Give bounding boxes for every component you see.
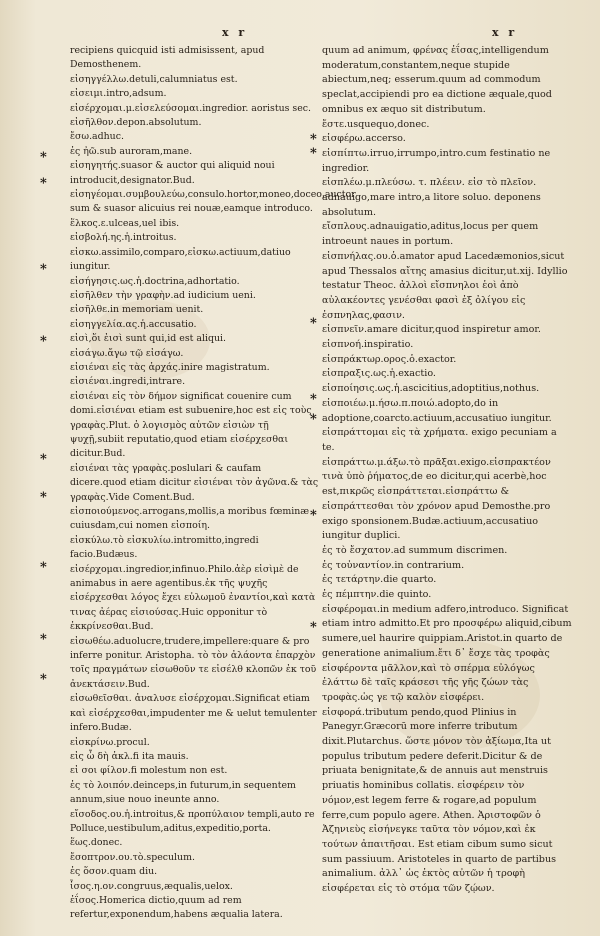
margin-asterisk: * [310, 620, 317, 635]
lexicon-entry: εἰσέρχομαι.μ.εἰσελεύσομαι.ingredior. aoristus sec. εἰσῆλθον.depon.absolutum. [70, 102, 312, 129]
lexicon-entry: εἰσκρίνω.procul. [70, 736, 150, 748]
lexicon-entry: εἰσποιέω.μ.ήσω.π.ποιώ.adopto,do in adoptione,coarcto.actiuum,accusatiuo iungitur. [322, 397, 552, 424]
right-column [322, 44, 572, 897]
lexicon-entry: εἴσοδος.ου.ἡ.introitus,& προπύλαιον templi,auto re Polluce,uestibulum,aditus,expeditio,porta. [70, 808, 315, 834]
folio-number-left: x r [222, 26, 248, 39]
lexicon-entry: ἔσοπτρον.ου.τὸ.speculum. [70, 851, 195, 863]
lexicon-entry: εἰσῆλθεν τὴν γραφὴν.ad iudicium ueni. [70, 289, 256, 301]
margin-asterisk: * [310, 146, 317, 161]
lexicon-entry: ἕλκος.ε.ulceas,uel ibis. [70, 217, 180, 229]
lexicon-entry: εἰ σοι φίλον.fi molestum non est. [70, 765, 228, 777]
lexicon-entry: εἰσποίησις.ως.ἡ.ascicitius,adoptitius,nothus. [322, 383, 540, 395]
lexicon-entry: εἰσειμι.intro,adsum. [70, 88, 167, 100]
lexicon-entry: ἐΐσος.Homerica dictio,quum ad rem refertur,exponendum,habens æqualia latera. [70, 894, 283, 921]
lexicon-entry: ἕως.donec. [70, 837, 123, 849]
lexicon-entry: εἰσὶ,ὅι ἐισὶ sunt qui,id est aliqui. [70, 333, 226, 345]
margin-asterisk: * [40, 176, 47, 191]
lexicon-entry: εἰσπνεῖν.amare dicitur,quod inspiretur amor. [322, 324, 541, 336]
lexicon-entry: εἰσηγγελία.ας.ἡ.accusatio. [70, 318, 197, 330]
lexicon-entry: ἐς πέμπτην.die quinto. [322, 589, 432, 601]
lexicon-entry: εἰσπραξις.ως.ἡ.exactio. [322, 368, 436, 380]
margin-asterisk: * [310, 316, 317, 331]
lexicon-entry: ἔσω.adhuc. [70, 131, 124, 143]
lexicon-entry: ἐς ἠῶ.sub auroram,mane. [70, 145, 193, 157]
lexicon-entry: εἰσηγέομαι.συμβουλεύω,consulo.hortor,moneo,doceo,auctor sum & suasor alicuius rei nouæ,eamque introduco. [70, 189, 356, 215]
lexicon-entry: εἰσποιούμενος.arrogans,mollis,a moribus fœminæ cuiusdam,cui nomen εἰσποίη. [70, 506, 310, 532]
lexicon-entry: εἰσφέρομαι.in medium adfero,introduco. Significat etiam intro admitto.Et pro προσφέρω aliquid,cibum sumere,uel haurire quippiam.Aristot.in quarto de generatione animalium.ἔτι δ᾽ ἔσχε τὰς τροφὰς εἰσφέροντα μᾶλλον,καὶ τὸ σπέρμα εὐλόγως ἐλάττω δὲ ταῖς κράσεσι τῆς γῆς ζώων τὰς τροφὰς.ὡς γε τῷ καλὸν εἰσφέρει. [322, 603, 572, 703]
lexicon-entry: εἰς ὦ δὴ ἀκλ.fi ita mauis. [70, 750, 189, 762]
lexicon-entry: εἰσέρχομαι.ingredior,infinuo.Philo.ἀὲρ εἰσὶμὲ de animabus in aere agentibus.ἐκ τῆς ψυχῆς εἰσέρχεσθαι λόγος ἔχει εὐλωμοῦ ἐναντίοι,καὶ κατὰ τινας ἀέρας εἰσιούσας.Huic opponitur τὸ ἐκκρίνεσθαι.Bud. [70, 563, 316, 633]
lexicon-entry: recipiens quicquid isti admisissent, apud Demosthenem. [70, 45, 265, 71]
lexicon-entry: εἰσπνήλας.ου.ὁ.amator apud Lacedæmonios,sicut apud Thessalos αἴτης amasius dicitur,ut.xij. Idyllio testatur Theoc. ἀλλοὶ εἴσπνηλοι ἑοὶ ἀπὸ αὐλακέοντες γενέσθαι φασὶ ἐξ ὀλίγου εἰς ἐσπνηλας,φασιν. [322, 250, 568, 321]
lexicon-entry: εἰσκω.assimilo,comparo,εἰσκω.actiuum,datiuo iungitur. [70, 246, 291, 273]
margin-asterisk: * [40, 452, 47, 467]
lexicon-entry: εἴσπλους.adnauigatio,aditus,locus per quem introeunt naues in portum. [322, 221, 539, 248]
lexicon-entry: εἰσῆλθε.in memoriam uenit. [70, 304, 204, 316]
lexicon-entry: εἰσκύλω.τὸ εἰσκυλίω.intromitto,ingredi facio.Budæus. [70, 534, 259, 561]
lexicon-entry: εἰσπράττομαι εἰς τὰ χρήματα. exigo pecuniam a te. [322, 427, 557, 453]
lexicon-entry: εἰσπλέω.μ.πλεύσω. τ. πλέειν. εἰσ τὸ πλεῖον. adnauigo,mare intro,a litore soluo. deponens absolutum. [322, 177, 541, 218]
lexicon-entry: εἰσβολή.ης.ἡ.introitus. [70, 232, 177, 244]
lexicon-entry: εἰσπνοή.inspiratio. [322, 339, 414, 351]
lexicon-entry: εἰσήγησις.ως.ἡ.doctrina,adhortatio. [70, 275, 240, 287]
margin-asterisk: * [40, 334, 47, 349]
margin-asterisk: * [40, 490, 47, 505]
left-column [70, 44, 356, 923]
lexicon-entry: εἰσιέναι.ingredi,intrare. [70, 376, 186, 388]
lexicon-entry: εἰσφορά.tributum pendo,quod Plinius in Panegyr.Græcorū more inferre tributum dixit.Plutarchus. ὥστε μόνον τὸν ἀξίωμα,Ita ut populus tributum pedere deferit.Dicitur & de priuata benignitate,& de annuis aut menstruis priuatis hominibus collatis. εἰσφέρειν τὸν νόμον,est legem ferre & rogare,ad populum ferre,cum populo agere. Athen. Ἀριστοφῶν ὁ Ἀζηνιεὺς εἰσήνεγκε ταῦτα τὸν νόμον,καὶ ἐκ τούτων ἀπαιτῆσαι. Est etiam cibum sumo sicut sum passiuum. Aristoteles in quarto de partibus animalium. ἀλλ᾽ ὡς ἐκτὸς αὐτῶν ἡ τροφὴ εἰσφέρεται εἰς τὸ στόμα τῶν ζῴων. [322, 706, 557, 895]
lexicon-entry: ἐς τὸ ἔσχατον.ad summum discrimen. [322, 544, 508, 556]
margin-asterisk: * [310, 508, 317, 523]
lexicon-entry: εἰσωθεῖσθαι. ἀναλυσε εἰσέρχομαι.Significat etiam καὶ εἰσέρχεσθαι,impudenter me & uelut temulenter infero.Budæ. [70, 693, 317, 734]
lexicon-entry: εἰσιέναι εἰς τὰς ἀρχάς.inire magistratum. [70, 361, 270, 373]
lexicon-entry: ἐς τοὐναντίον.in contrarium. [322, 559, 465, 571]
lexicon-entry: ἶσος.η.ον.congruus,æqualis,uelox. [70, 880, 233, 892]
margin-asterisk: * [310, 392, 317, 407]
lexicon-entry: εἰσιέναι εἰς τὸν δήμον significat couenire cum domi.εἰσιέναι etiam est subuenire,hoc est εἰς τοὺς γραφὰς.Plut. ὁ λογισμὸς αὐτῶν εἰσιὼν τῇ ψυχῇ,subiit reputatio,quod etiam εἰσέρχεσθαι dicitur.Bud. [70, 390, 312, 460]
lexicon-entry: ἐς τετάρτην.die quarto. [322, 574, 437, 586]
margin-asterisk: * [40, 150, 47, 165]
lexicon-entry: εἰσφέρω.accerso. [322, 133, 406, 145]
lexicon-entry: quum ad animum, φρένας ἐΐσας,intelligendum moderatum,constantem,neque stupide abiectum,neq; esserum.quum ad commodum speclat,accipiendi pro ea dictione æquale,quod omnibus ex æquo sit distributum. [322, 45, 552, 115]
lexicon-entry: ἐς τὸ λοιπόν.deinceps,in futurum,in sequentem annum,siue nouo ineunte anno. [70, 779, 296, 806]
lexicon-entry: εἰσάγω.ἄγω τῷ εἰσάγω. [70, 347, 184, 359]
lexicon-entry: εἰσηγητής.suasor & auctor qui aliquid noui introducit,designator.Bud. [70, 160, 275, 186]
lexicon-entry: εἰσηγγέλλω.detuli,calumniatus est. [70, 73, 238, 85]
margin-asterisk: * [310, 132, 317, 147]
lexicon-entry: εἰσιέναι τὰς γραφὰς.poslulari & caufam dicere.quod etiam dicitur εἰσιέναι τὸν ἀγῶνα.& τὰς γραφὰς.Vide Coment.Bud. [70, 462, 319, 503]
lexicon-entry: εἰσπίπτω.irruo,irrumpo,intro.cum festinatio ne ingredior. [322, 147, 551, 174]
folio-number-right: x r [492, 26, 518, 39]
margin-asterisk: * [40, 262, 47, 277]
margin-asterisk: * [310, 412, 317, 427]
margin-asterisk: * [40, 632, 47, 647]
margin-asterisk: * [40, 672, 47, 687]
margin-asterisk: * [40, 560, 47, 575]
lexicon-entry: ἔστε.usquequo,donec. [322, 118, 430, 130]
lexicon-entry: ἐς ὅσον.quam diu. [70, 866, 158, 878]
lexicon-entry: εἰσπράκτωρ.ορος.ὁ.exactor. [322, 353, 457, 365]
lexicon-entry: εἰσπράττω.μ.άξω.τὸ πρᾶξαι.exigo.εἰσπρακτέον τινὰ ὑπὸ ῥήματος,de eo dicitur,qui acerbè,hoc est,πικρῶς εἰσπράττεται.εἰσπράττω & εἰσπράττεσθαι τὸν χρόνον apud Demosthe.pro exigo sponsionem.Budæ.actiuum,accusatiuo iungitur duplici. [322, 456, 551, 542]
lexicon-entry: εἰσωθέω.aduolucre,trudere,impellere:quare & pro inferre ponitur. Aristopha. τὸ τὸν ἀλάοντα ἐπαρχὸν τοῖς πραγμάτων εἰσωθοῦν τε εἰσέλθ κλοπῶν ἐκ τοῦ ἀνεκτάσειν.Bud. [70, 635, 317, 690]
